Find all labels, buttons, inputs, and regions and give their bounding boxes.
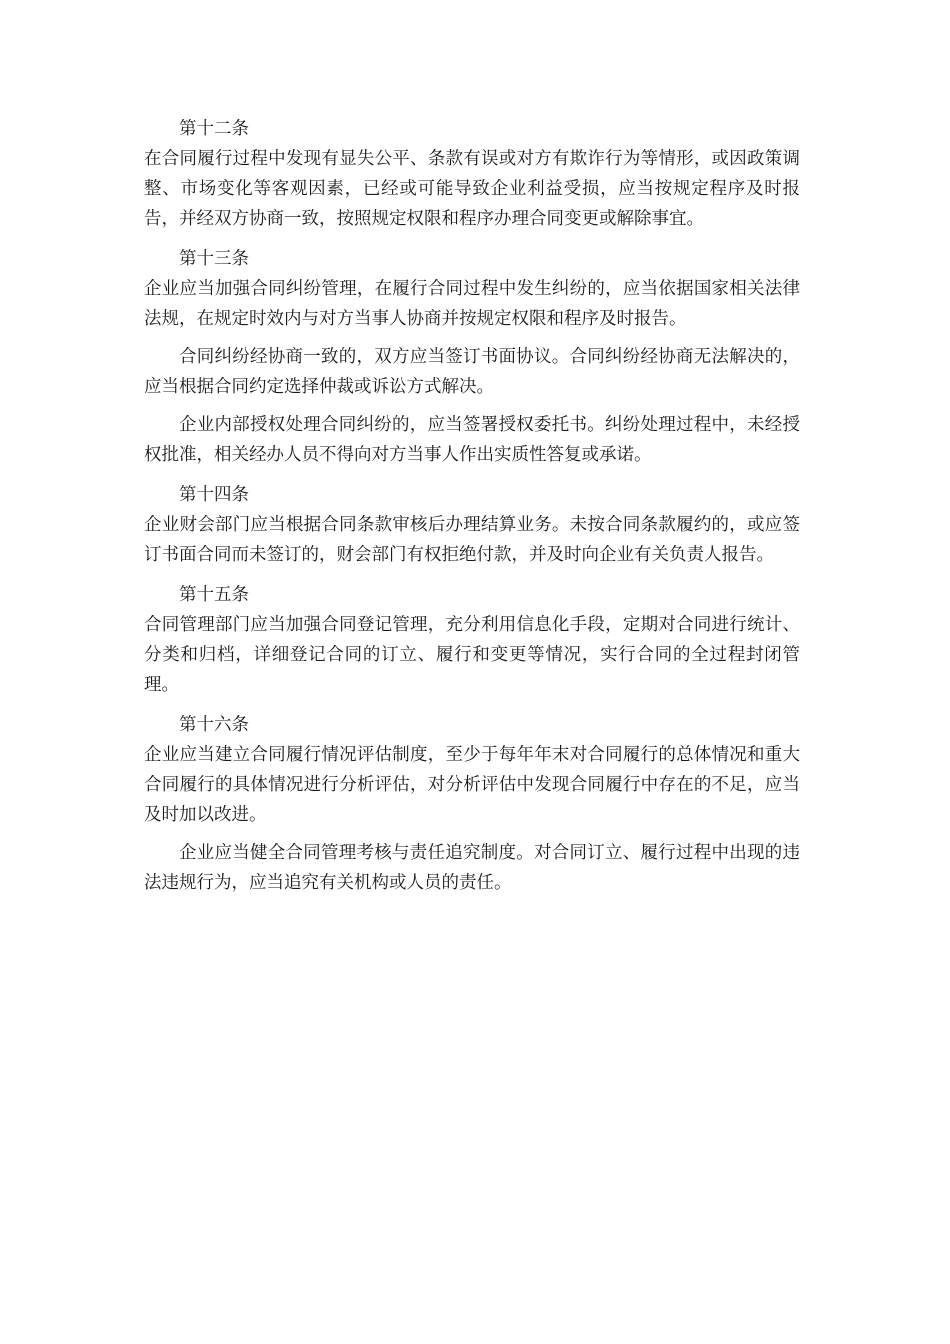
article-15 xyxy=(144,580,800,700)
article-paragraph: 企业内部授权处理合同纠纷的，应当签署授权委托书。纠纷处理过程中，未经授权批准，相关经办人员不得向对方当事人作出实质性答复或承诺。 xyxy=(144,415,800,465)
article-title: 第十六条 xyxy=(179,715,249,735)
article-paragraph: 合同纠纷经协商一致的，双方应当签订书面协议。合同纠纷经协商无法解决的，应当根据合同约定选择仲裁或诉讼方式解决。 xyxy=(144,347,800,397)
article-paragraph: 企业应当健全合同管理考核与责任追究制度。对合同订立、履行过程中出现的违法违规行为，应当追究有关机构或人员的责任。 xyxy=(144,843,800,893)
article-13 xyxy=(144,244,800,470)
article-paragraph: 企业应当建立合同履行情况评估制度，至少于每年年末对合同履行的总体情况和重大合同履行的具体情况进行分析评估，对分析评估中发现合同履行中存在的不足，应当及时加以改进。 xyxy=(144,745,800,825)
article-16 xyxy=(144,710,800,898)
article-title: 第十三条 xyxy=(179,249,249,269)
article-14 xyxy=(144,480,800,570)
document-page xyxy=(144,114,800,908)
article-title: 第十五条 xyxy=(179,585,249,605)
article-paragraph: 合同管理部门应当加强合同登记管理，充分利用信息化手段，定期对合同进行统计、分类和归档，详细登记合同的订立、履行和变更等情况，实行合同的全过程封闭管理。 xyxy=(144,615,800,695)
article-paragraph: 企业应当加强合同纠纷管理，在履行合同过程中发生纠纷的，应当依据国家相关法律法规，在规定时效内与对方当事人协商并按规定权限和程序及时报告。 xyxy=(144,279,800,329)
article-title: 第十四条 xyxy=(179,485,249,505)
article-paragraph: 企业财会部门应当根据合同条款审核后办理结算业务。未按合同条款履约的，或应签订书面合同而未签订的，财会部门有权拒绝付款，并及时向企业有关负责人报告。 xyxy=(144,515,800,565)
article-12 xyxy=(144,114,800,234)
article-title: 第十二条 xyxy=(179,119,249,139)
article-paragraph: 在合同履行过程中发现有显失公平、条款有误或对方有欺诈行为等情形，或因政策调整、市场变化等客观因素，已经或可能导致企业利益受损，应当按规定程序及时报告，并经双方协商一致，按照规定权限和程序办理合同变更或解除事宜。 xyxy=(144,149,800,229)
